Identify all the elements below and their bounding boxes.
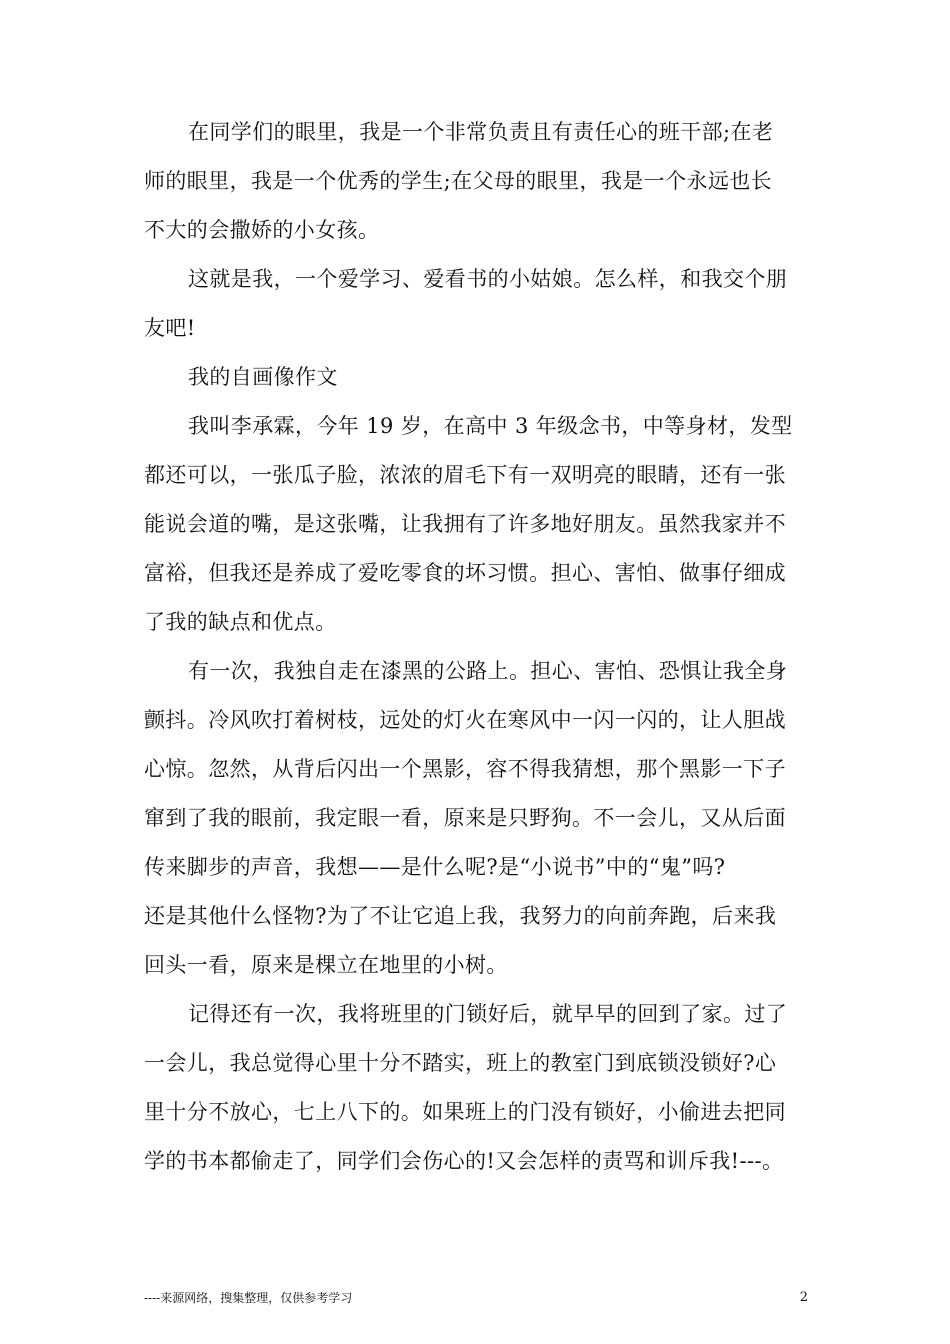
text-line: 心惊。忽然，从背后闪出一个黑影，容不得我猜想，那个黑影一下子 xyxy=(144,757,786,781)
text-line: 这就是我，一个爱学习、爱看书的小姑娘。怎么样，和我交个朋 xyxy=(188,267,788,291)
text-line: 了我的缺点和优点。 xyxy=(144,610,337,634)
text-line: 不大的会撒娇的小女孩。 xyxy=(144,218,380,242)
document-body xyxy=(144,117,808,1195)
text-line: 友吧! xyxy=(144,316,196,340)
text-line: 一会儿，我总觉得心里十分不踏实，班上的教室门到底锁没锁好?心 xyxy=(144,1051,777,1075)
text-line: 颤抖。冷风吹打着树枝，远处的灯火在寒风中一闪一闪的，让人胆战 xyxy=(144,708,786,732)
text-line: 里十分不放心，七上八下的。如果班上的门没有锁好，小偷进去把同 xyxy=(144,1100,786,1124)
text-line: 我叫李承霖，今年 19 岁，在高中 3 年级念书，中等身材，发型 xyxy=(188,414,793,438)
text-line: 传来脚步的声音，我想——是什么呢?是“小说书”中的“鬼”吗? xyxy=(144,855,726,879)
text-line: 能说会道的嘴，是这张嘴，让我拥有了许多地好朋友。虽然我家并不 xyxy=(144,512,786,536)
text-line: 有一次，我独自走在漆黑的公路上。担心、害怕、恐惧让我全身 xyxy=(188,659,788,683)
page-footer xyxy=(144,1288,808,1308)
text-line: 回头一看，原来是棵立在地里的小树。 xyxy=(144,953,508,977)
text-line: 学的书本都偷走了，同学们会伤心的!又会怎样的责骂和训斥我!---。 xyxy=(144,1149,784,1173)
text-line: 在同学们的眼里，我是一个非常负责且有责任心的班干部;在老 xyxy=(188,120,774,144)
text-line: 记得还有一次，我将班里的门锁好后，就早早的回到了家。过了 xyxy=(188,1002,788,1026)
text-line: 富裕，但我还是养成了爱吃零食的坏习惯。担心、害怕、做事仔细成 xyxy=(144,561,786,585)
page-number: 2 xyxy=(799,1290,808,1305)
text-line: 我的自画像作文 xyxy=(188,365,338,389)
text-line: 窜到了我的眼前，我定眼一看，原来是只野狗。不一会儿，又从后面 xyxy=(144,806,786,830)
footer-source-note: ----来源网络，搜集整理，仅供参考学习 xyxy=(144,1291,353,1305)
text-line: 师的眼里，我是一个优秀的学生;在父母的眼里，我是一个永远也长 xyxy=(144,169,773,193)
text-line: 还是其他什么怪物?为了不让它追上我，我努力的向前奔跑，后来我 xyxy=(144,904,777,928)
text-line: 都还可以，一张瓜子脸，浓浓的眉毛下有一双明亮的眼睛，还有一张 xyxy=(144,463,786,487)
